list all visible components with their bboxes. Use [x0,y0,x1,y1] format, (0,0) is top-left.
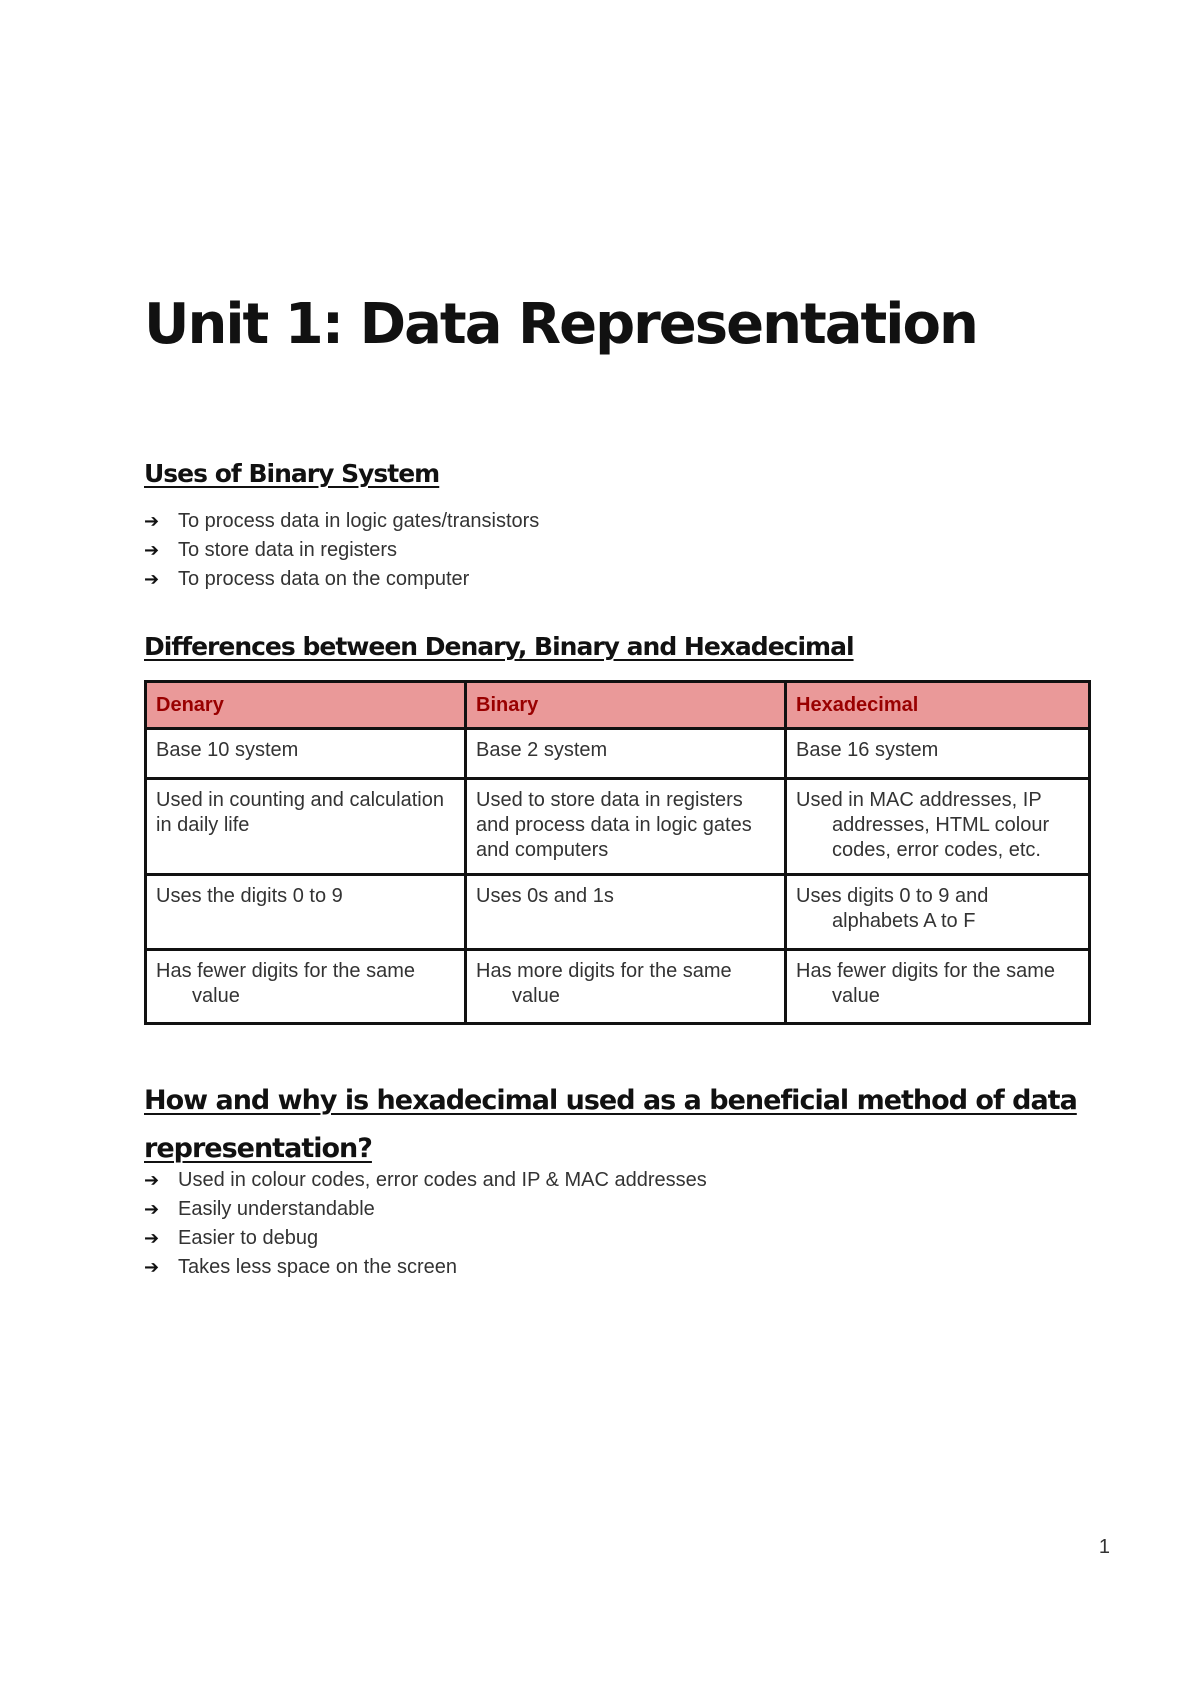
table-row [146,950,1090,1024]
table-cell-text: Uses digits 0 to 9 and alphabets A to F [796,885,989,932]
table-cell [786,779,1090,875]
table-row [146,779,1090,875]
right-arrow-icon: ➔ [144,1257,160,1278]
heading-hex-benefits: How and why is hexadecimal used as a beneficial method of data representation? [144,1085,1077,1164]
page-number: 1 [1098,1536,1110,1558]
table-cell [146,950,466,1024]
right-arrow-icon: ➔ [144,540,160,561]
list-item [144,1166,707,1195]
list-item-text: Easily understandable [178,1198,375,1220]
heading-differences: Differences between Denary, Binary and Hexadecimal [144,632,854,661]
comparison-table [144,680,1091,1025]
list-item-text: To store data in registers [178,539,397,561]
table-cell-text: Has fewer digits for the same value [796,960,1055,1007]
table-cell-text: Used in MAC addresses, IP addresses, HTML colour codes, error codes, etc. [796,789,1050,861]
table-header-row [146,682,1090,729]
table-row [146,875,1090,950]
right-arrow-icon: ➔ [144,1170,160,1191]
table-cell: Used in counting and calculation in daily life [146,779,466,875]
right-arrow-icon: ➔ [144,1199,160,1220]
list-item-text: To process data on the computer [178,568,470,590]
table-cell: Uses 0s and 1s [466,875,786,950]
list-item-text: To process data in logic gates/transistors [178,510,540,532]
list-item-text: Used in colour codes, error codes and IP & MAC addresses [178,1169,707,1191]
list-item-text: Takes less space on the screen [178,1256,458,1278]
table-cell-text: Has more digits for the same value [476,960,732,1007]
list-item [144,1253,707,1282]
right-arrow-icon: ➔ [144,569,160,590]
hex-benefits-list [144,1166,707,1282]
header-binary: Binary [466,682,786,729]
page-title: Unit 1: Data Representation [144,292,977,357]
list-item [144,536,539,565]
table-cell: Base 10 system [146,729,466,779]
table-cell [786,875,1090,950]
right-arrow-icon: ➔ [144,1228,160,1249]
heading-uses-of-binary: Uses of Binary System [144,459,440,488]
binary-uses-list [144,507,539,594]
header-hexadecimal: Hexadecimal [786,682,1090,729]
right-arrow-icon: ➔ [144,511,160,532]
table-cell: Uses the digits 0 to 9 [146,875,466,950]
header-denary: Denary [146,682,466,729]
list-item [144,565,539,594]
table-cell: Base 2 system [466,729,786,779]
list-item [144,1224,707,1253]
list-item [144,1195,707,1224]
table-cell [786,950,1090,1024]
list-item-text: Easier to debug [178,1227,319,1249]
table-cell: Used to store data in registers and process data in logic gates and computers [466,779,786,875]
table-row [146,729,1090,779]
table-cell [466,950,786,1024]
table-cell: Base 16 system [786,729,1090,779]
list-item [144,507,539,536]
table-cell-text: Has fewer digits for the same value [156,960,415,1007]
